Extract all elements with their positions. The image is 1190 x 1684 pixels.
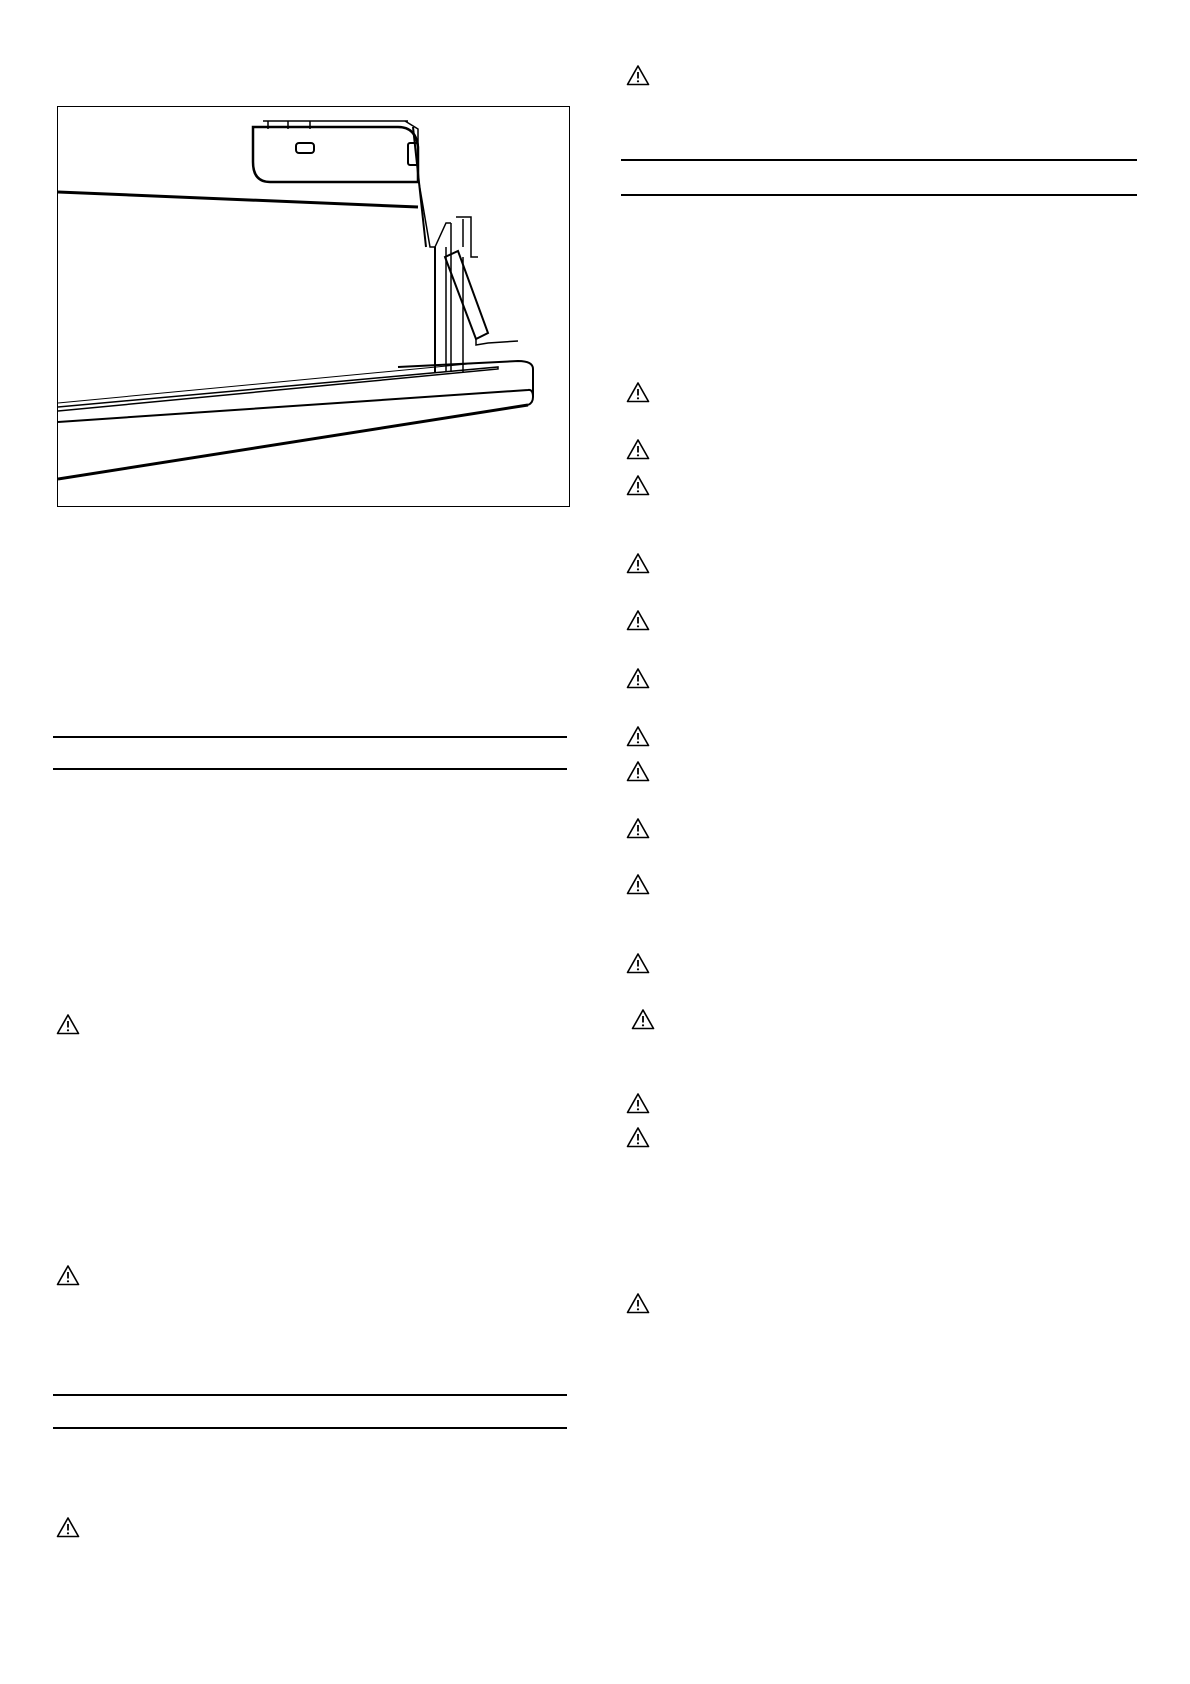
warning-triangle-icon xyxy=(626,873,650,895)
warning-triangle-icon xyxy=(626,64,650,86)
left-section-rule-top xyxy=(53,1394,567,1396)
warning-triangle-icon xyxy=(626,952,650,974)
warning-triangle-icon xyxy=(626,1292,650,1314)
left-section-rule-bottom xyxy=(53,768,567,770)
right-section-rule-bottom xyxy=(621,194,1137,196)
figure-illustration xyxy=(57,106,570,507)
left-section-rule-top xyxy=(53,736,567,738)
warning-triangle-icon xyxy=(626,760,650,782)
warning-triangle-icon xyxy=(626,725,650,747)
warning-triangle-icon xyxy=(56,1516,80,1538)
warning-triangle-icon xyxy=(631,1008,655,1030)
warning-triangle-icon xyxy=(56,1264,80,1286)
left-section-rule-bottom xyxy=(53,1427,567,1429)
warning-triangle-icon xyxy=(626,438,650,460)
warning-triangle-icon xyxy=(626,609,650,631)
warning-triangle-icon xyxy=(626,474,650,496)
hinge-illustration-icon xyxy=(58,107,570,507)
warning-triangle-icon xyxy=(626,1126,650,1148)
warning-triangle-icon xyxy=(56,1013,80,1035)
warning-triangle-icon xyxy=(626,667,650,689)
warning-triangle-icon xyxy=(626,552,650,574)
right-section-rule-top xyxy=(621,159,1137,161)
warning-triangle-icon xyxy=(626,1092,650,1114)
warning-triangle-icon xyxy=(626,381,650,403)
warning-triangle-icon xyxy=(626,817,650,839)
